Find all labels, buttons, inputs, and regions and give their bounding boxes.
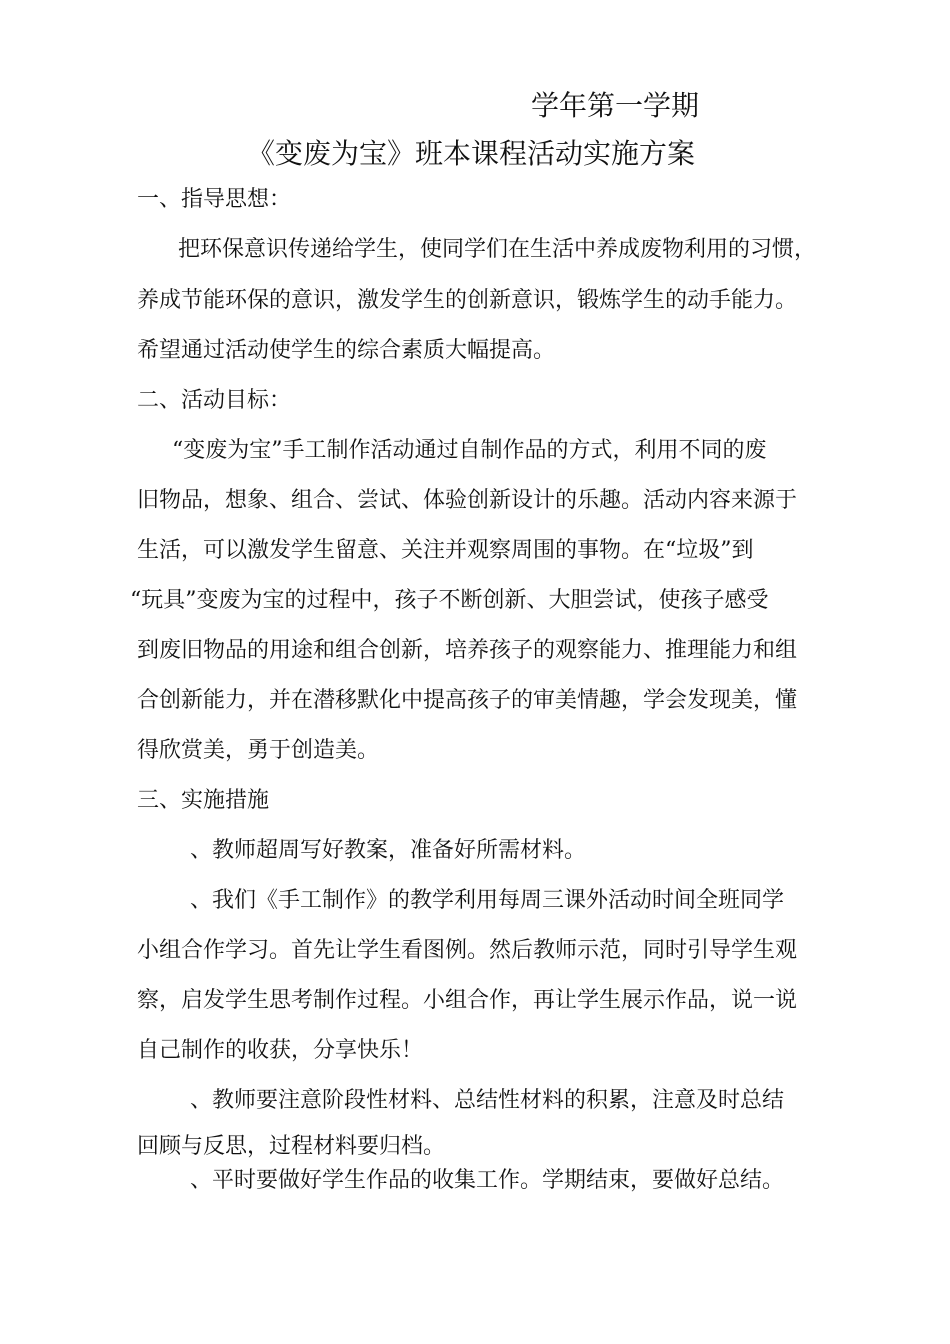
paragraph-line: 希望通过活动使学生的综合素质大幅提高。: [137, 338, 556, 363]
paragraph-line: 合创新能力，并在潜移默化中提高孩子的审美情趣，学会发现美，懂: [137, 688, 798, 713]
document-title: 《变废为宝》班本课程活动实施方案: [247, 137, 696, 170]
paragraph-line: “玩具”变废为宝的过程中，孩子不断创新、大胆尝试，使孩子感受: [130, 588, 769, 613]
section-heading-guiding-thought: 一、指导思想：: [137, 187, 292, 212]
section-heading-implementation: 三、实施措施: [137, 788, 270, 813]
paragraph-line: 自己制作的收获，分享快乐！: [137, 1038, 424, 1063]
list-item: 、我们《手工制作》的教学利用每周三课外活动时间全班同学: [190, 888, 785, 913]
paragraph-line: “变废为宝”手工制作活动通过自制作品的方式，利用不同的废: [172, 438, 767, 463]
section-heading-activity-goals: 二、活动目标：: [137, 388, 292, 413]
paragraph-line: 到废旧物品的用途和组合创新，培养孩子的观察能力、推理能力和组: [137, 638, 798, 663]
paragraph-line: 把环保意识传递给学生，使同学们在生活中养成废物利用的习惯，: [178, 237, 817, 262]
list-item: 、平时要做好学生作品的收集工作。学期结束，要做好总结。: [190, 1168, 785, 1193]
paragraph-line: 旧物品，想象、组合、尝试、体验创新设计的乐趣。活动内容来源于: [137, 488, 798, 513]
paragraph-line: 回顾与反思，过程材料要归档。: [137, 1134, 446, 1159]
paragraph-line: 得欣赏美，勇于创造美。: [137, 738, 380, 763]
paragraph-line: 小组合作学习。首先让学生看图例。然后教师示范，同时引导学生观: [137, 938, 798, 963]
list-item: 、教师超周写好教案，准备好所需材料。: [190, 838, 587, 863]
list-item: 、教师要注意阶段性材料、总结性材料的积累，注意及时总结: [190, 1088, 785, 1113]
paragraph-line: 察，启发学生思考制作过程。小组合作，再让学生展示作品，说一说: [137, 988, 798, 1013]
title-term: 学年第一学期: [531, 89, 700, 122]
paragraph-line: 养成节能环保的意识，激发学生的创新意识，锻炼学生的动手能力。: [137, 288, 798, 313]
paragraph-line: 生活，可以激发学生留意、关注并观察周围的事物。在“垃圾”到: [137, 538, 754, 563]
